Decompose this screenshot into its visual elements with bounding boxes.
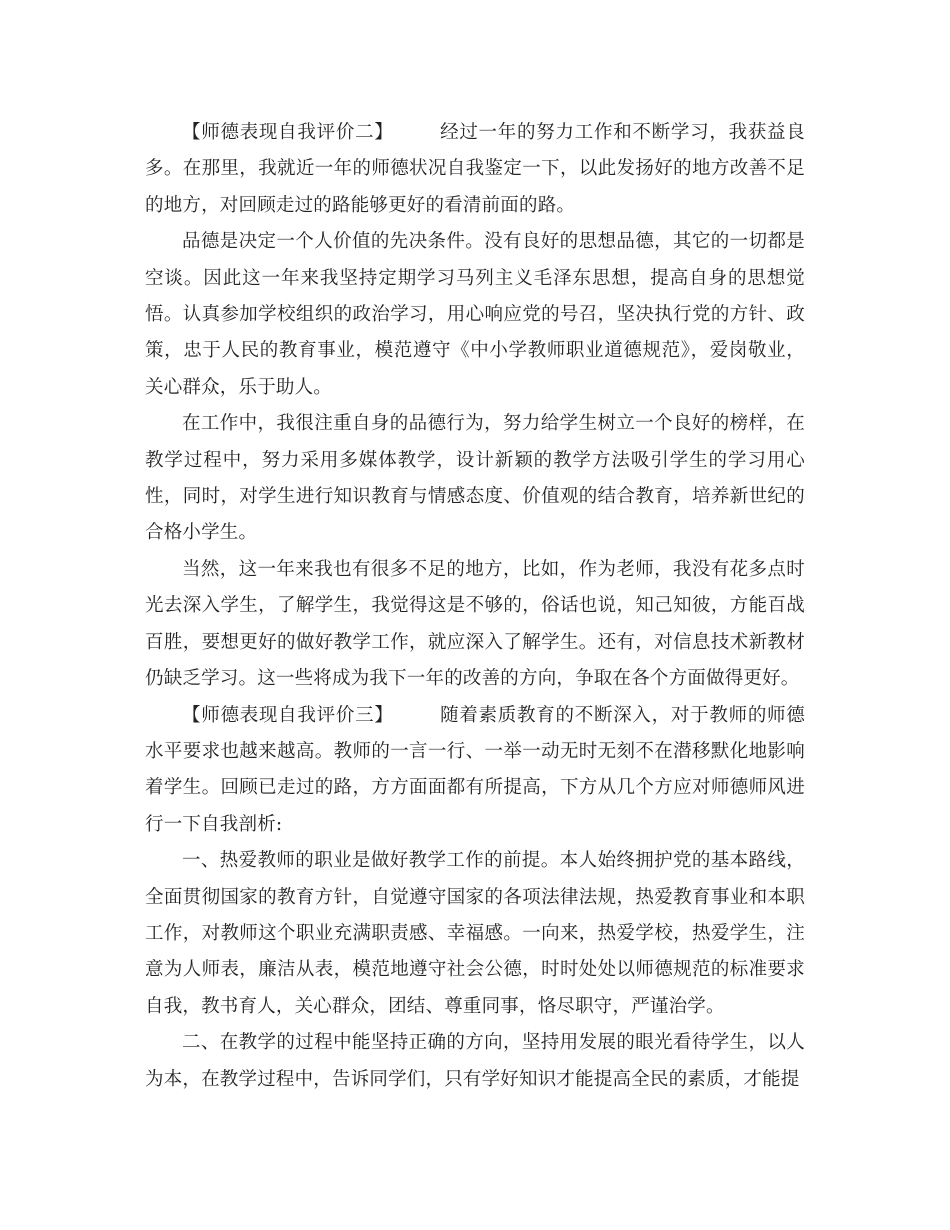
paragraph-text: 一、热爱教师的职业是做好教学工作的前提。本人始终拥护党的基本路线，全面贯彻国家的教育方针，自觉遵守国家的各项法律法规，热爱教育事业和本职工作，对教师这个职业充满职责感、幸福感。一向来，热爱学校，热爱学生，注意为人师表，廉洁从表，模范地遵守社会公德，时时处处以师德规范的标准要求自我，教书育人，关心群众，团结、尊重同事，恪尽职守，严谨治学。 <box>145 850 805 1017</box>
section-heading-three: 【师德表现自我评价三】 <box>182 704 394 726</box>
paragraph-point-two <box>145 1025 805 1098</box>
paragraph-self-evaluation-three <box>145 698 805 844</box>
document-body <box>145 115 805 1098</box>
paragraph-shortcomings <box>145 552 805 698</box>
paragraph-text: 二、在教学的过程中能坚持正确的方向，坚持用发展的眼光看待学生，以人为本，在教学过程中，告诉同学们，只有学好知识才能提高全民的素质，才能提 <box>145 1032 805 1090</box>
paragraph-point-one <box>145 843 805 1025</box>
paragraph-text: 品德是决定一个人价值的先决条件。没有良好的思想品德，其它的一切都是空谈。因此这一年来我坚持定期学习马列主义毛泽东思想，提高自身的思想觉悟。认真参加学校组织的政治学习，用心响应党的号召，坚决执行党的方针、政策，忠于人民的教育事业，模范遵守《中小学教师职业道德规范》，爱岗敬业，关心群众，乐于助人。 <box>145 231 805 398</box>
paragraph-self-evaluation-two <box>145 115 805 224</box>
section-heading-two: 【师德表现自我评价二】 <box>182 122 394 143</box>
paragraph-text: 当然，这一年来我也有很多不足的地方，比如，作为老师，我没有花多点时光去深入学生，了解学生，我觉得这是不够的，俗话也说，知己知彼，方能百战百胜，要想更好的做好教学工作，就应深入了解学生。还有，对信息技术新教材仍缺乏学习。这一些将成为我下一年的改善的方向，争取在各个方面做得更好。 <box>145 558 805 690</box>
paragraph-moral-character <box>145 224 805 406</box>
paragraph-text: 经过一年的努力工作和不断学习，我获益良多。在那里，我就近一年的师德状况自我鉴定一下，以此发扬好的地方改善不足的地方，对回顾走过的路能够更好的看清前面的路。 <box>145 122 805 216</box>
paragraph-text: 随着素质教育的不断深入，对于教师的师德水平要求也越来越高。教师的一言一行、一举一动无时无刻不在潜移默化地影响着学生。回顾已走过的路，方方面面都有所提高，下方从几个方应对师德师风进行一下自我剖析: <box>145 704 805 835</box>
paragraph-text: 在工作中，我很注重自身的品德行为，努力给学生树立一个良好的榜样，在教学过程中，努力采用多媒体教学，设计新颖的教学方法吸引学生的学习用心性，同时，对学生进行知识教育与情感态度、价值观的结合教育，培养新世纪的合格小学生。 <box>145 413 805 544</box>
paragraph-work-conduct <box>145 406 805 552</box>
